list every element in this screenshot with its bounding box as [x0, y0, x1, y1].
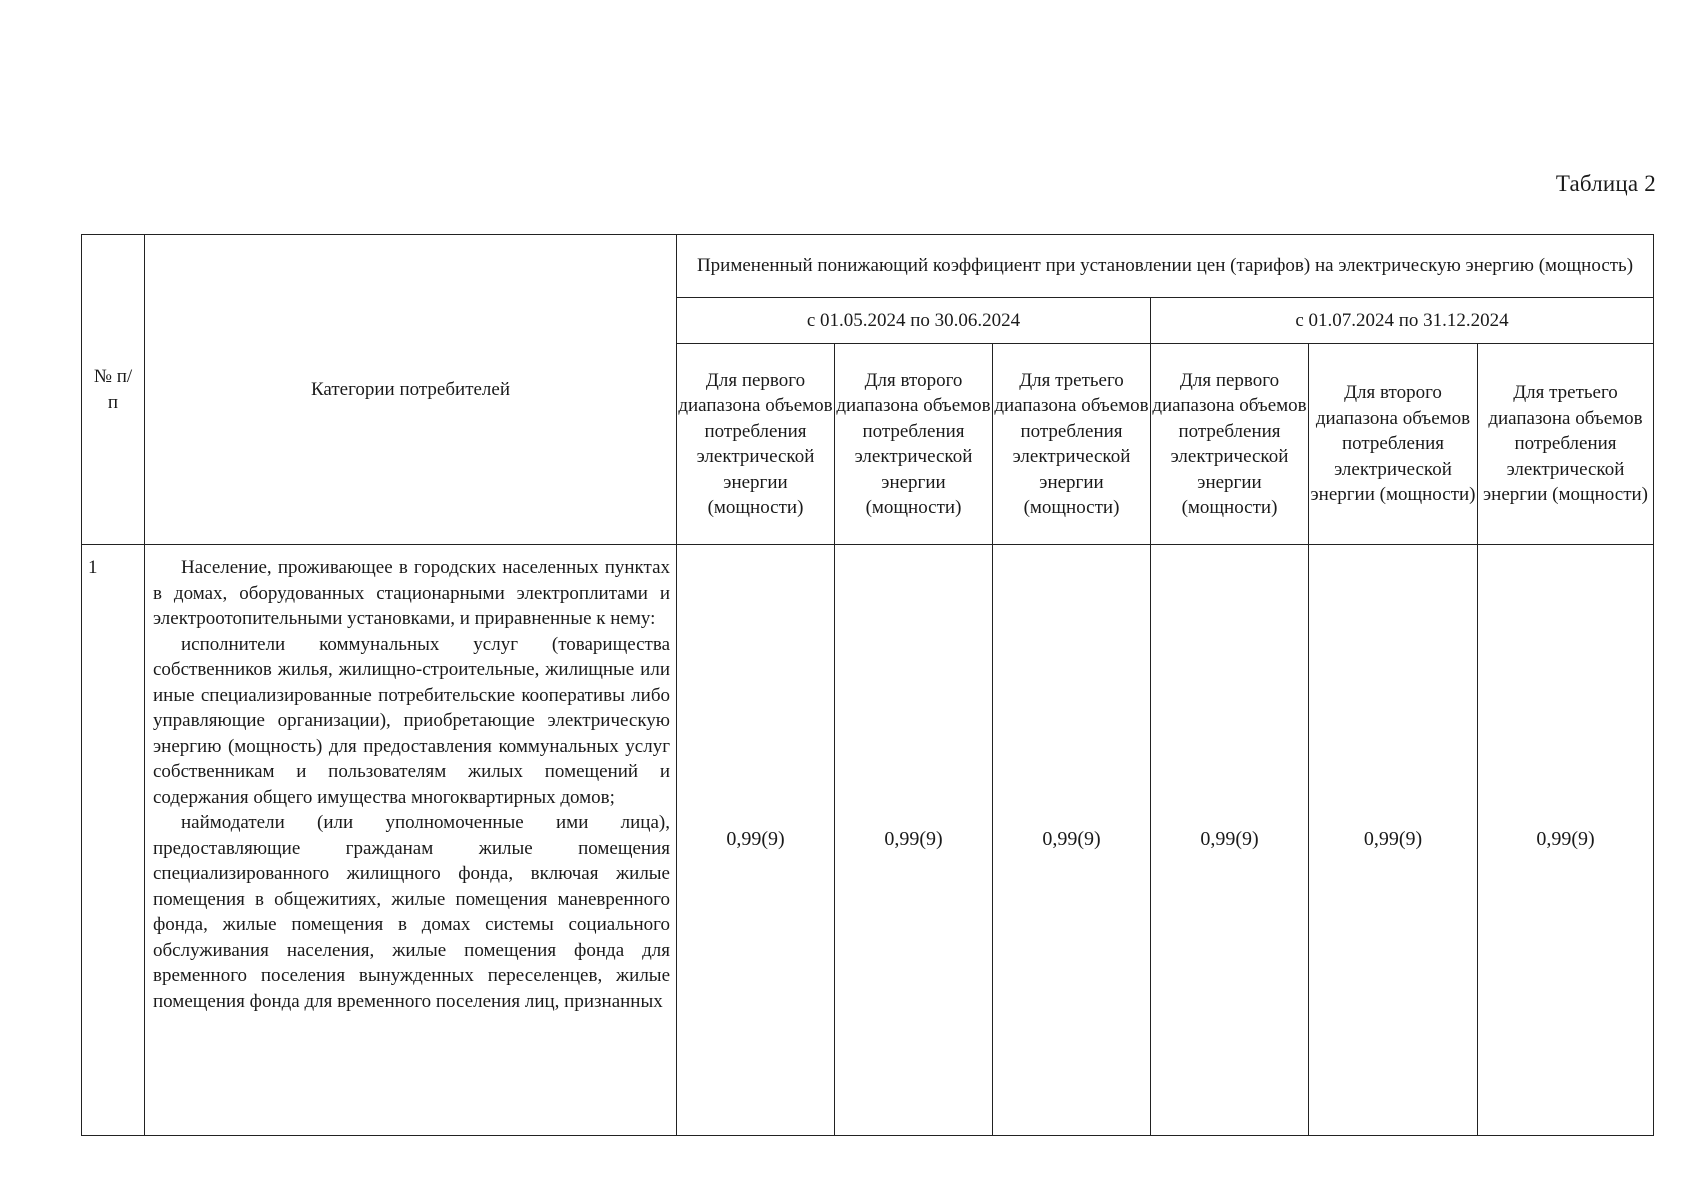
header-num-text: № п/п: [93, 366, 133, 413]
row-description: [145, 545, 677, 1136]
header-range-1: Для первого диапазона объемов потребления электрической энергии (мощности): [677, 344, 835, 545]
header-coefficient: Примененный понижающий коэффициент при установлении цен (тарифов) на электрическую энергию (мощность): [677, 235, 1654, 298]
table-title: Таблица 2: [1555, 171, 1656, 196]
coefficient-value: 0,99(9): [677, 545, 835, 1136]
header-range-4: Для первого диапазона объемов потребления электрической энергии (мощности): [1151, 344, 1309, 545]
row-number: 1: [82, 545, 145, 1136]
coefficient-value: 0,99(9): [835, 545, 993, 1136]
tariff-table: [81, 234, 1654, 1136]
description-paragraph: исполнители коммунальных услуг (товарищества собственников жилья, жилищно-строительные, жилищные или иные специализированные потребительские кооперативы либо управляющие организации), приобретающие электрическую энергию (мощность) для предоставления коммунальных услуг собственникам и пользователям жилых помещений и содержания общего имущества многоквартирных домов;: [153, 633, 670, 808]
header-num: [82, 235, 145, 545]
header-row-1: [82, 235, 1654, 298]
description-paragraph: Население, проживающее в городских населенных пунктах в домах, оборудованных стационарными электроплитами и электроотопительными установками, и приравненные к нему:: [153, 557, 670, 629]
coefficient-value: 0,99(9): [993, 545, 1151, 1136]
coefficient-value: 0,99(9): [1309, 545, 1478, 1136]
header-period-2: с 01.07.2024 по 31.12.2024: [1151, 298, 1654, 344]
header-categories: Категории потребителей: [145, 235, 677, 545]
description-paragraph: наймодатели (или уполномоченные ими лица), предоставляющие гражданам жилые помещения специализированного жилищного фонда, включая жилые помещения в общежитиях, жилые помещения маневренного фонда, жилые помещения в домах системы социального обслуживания населения, жилые помещения фонда для временного поселения вынужденных переселенцев, жилые помещения фонда для временного поселения лиц, признанных: [153, 812, 670, 1012]
coefficient-value: 0,99(9): [1151, 545, 1309, 1136]
header-range-5: Для второго диапазона объемов потребления электрической энергии (мощности): [1309, 344, 1478, 545]
header-range-3: Для третьего диапазона объемов потребления электрической энергии (мощности): [993, 344, 1151, 545]
coefficient-value: 0,99(9): [1478, 545, 1654, 1136]
header-period-1: с 01.05.2024 по 30.06.2024: [677, 298, 1151, 344]
header-range-2: Для второго диапазона объемов потребления электрической энергии (мощности): [835, 344, 993, 545]
header-range-6: Для третьего диапазона объемов потребления электрической энергии (мощности): [1478, 344, 1654, 545]
table-row: [82, 545, 1654, 1136]
